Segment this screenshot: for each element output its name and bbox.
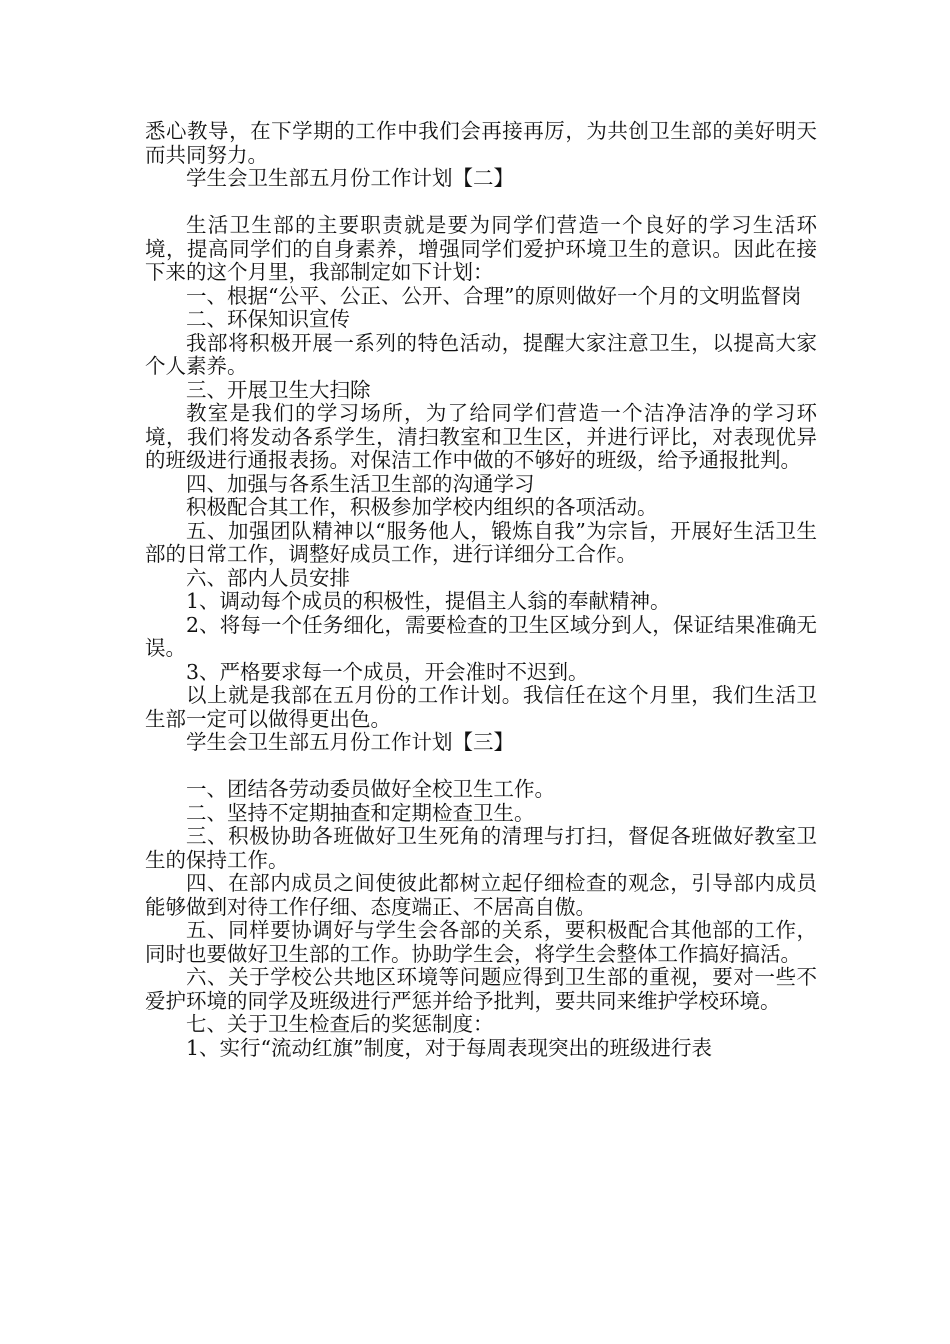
paragraph: 1、调动每个成员的积极性，提倡主人翁的奉献精神。 <box>186 589 671 613</box>
section-heading: 学生会卫生部五月份工作计划【二】 <box>186 166 514 190</box>
paragraph: 教室是我们的学习场所，为了给同学们营造一个洁净洁净的学习环境，我们将发动各系学生，清扫教室和卫生区，并进行评比，对表现优异的班级进行通报表扬。对保洁工作中做的不够好的班级，给予通报批判。 <box>145 401 817 472</box>
section-heading: 学生会卫生部五月份工作计划【三】 <box>186 730 514 754</box>
paragraph: 三、开展卫生大扫除 <box>186 377 371 402</box>
paragraph: 五、同样要协调好与学生会各部的关系，要积极配合其他部的工作，同时也要做好卫生部的工作。协助学生会，将学生会整体工作搞好搞活。 <box>145 918 817 966</box>
paragraph: 生活卫生部的主要职责就是要为同学们营造一个良好的学习生活环境，提高同学们的自身素养，增强同学们爱护环境卫生的意识。因此在接下来的这个月里，我部制定如下计划： <box>145 213 817 284</box>
blank-line <box>145 191 817 215</box>
paragraph: 以上就是我部在五月份的工作计划。我信任在这个月里，我们生活卫生部一定可以做得更出色。 <box>145 683 817 731</box>
paragraph: 3、严格要求每一个成员，开会准时不迟到。 <box>186 659 589 684</box>
paragraph: 四、加强与各系生活卫生部的沟通学习 <box>186 471 535 496</box>
paragraph: 悉心教导，在下学期的工作中我们会再接再厉，为共创卫生部的美好明天而共同努力。 <box>145 119 817 167</box>
paragraph: 五、加强团队精神以“服务他人，锻炼自我”为宗旨，开展好生活卫生部的日常工作，调整好成员工作，进行详细分工合作。 <box>145 518 817 566</box>
blank-line <box>145 755 817 779</box>
paragraph: 六、关于学校公共地区环境等问题应得到卫生部的重视，要对一些不爱护环境的同学及班级进行严惩并给予批判，要共同来维护学校环境。 <box>145 965 817 1013</box>
paragraph: 四、在部内成员之间使彼此都树立起仔细检查的观念，引导部内成员能够做到对待工作仔细、态度端正、不居高自傲。 <box>145 871 817 919</box>
paragraph: 七、关于卫生检查后的奖惩制度： <box>186 1012 494 1036</box>
paragraph: 2、将每一个任务细化，需要检查的卫生区域分到人，保证结果准确无误。 <box>145 612 817 660</box>
paragraph: 二、环保知识宣传 <box>186 307 350 331</box>
paragraph: 我部将积极开展一系列的特色活动，提醒大家注意卫生，以提高大家个人素养。 <box>145 330 817 378</box>
document-body <box>145 120 817 1060</box>
paragraph: 二、坚持不定期抽查和定期检查卫生。 <box>186 800 535 825</box>
paragraph: 积极配合其工作，积极参加学校内组织的各项活动。 <box>186 495 658 519</box>
paragraph: 三、积极协助各班做好卫生死角的清理与打扫，督促各班做好教室卫生的保持工作。 <box>145 824 817 872</box>
paragraph: 一、根据“公平、公正、公开、合理”的原则做好一个月的文明监督岗 <box>186 283 802 308</box>
paragraph: 1、实行“流动红旗”制度，对于每周表现突出的班级进行表 <box>186 1035 713 1060</box>
paragraph: 六、部内人员安排 <box>186 565 350 590</box>
paragraph: 一、团结各劳动委员做好全校卫生工作。 <box>186 777 555 801</box>
